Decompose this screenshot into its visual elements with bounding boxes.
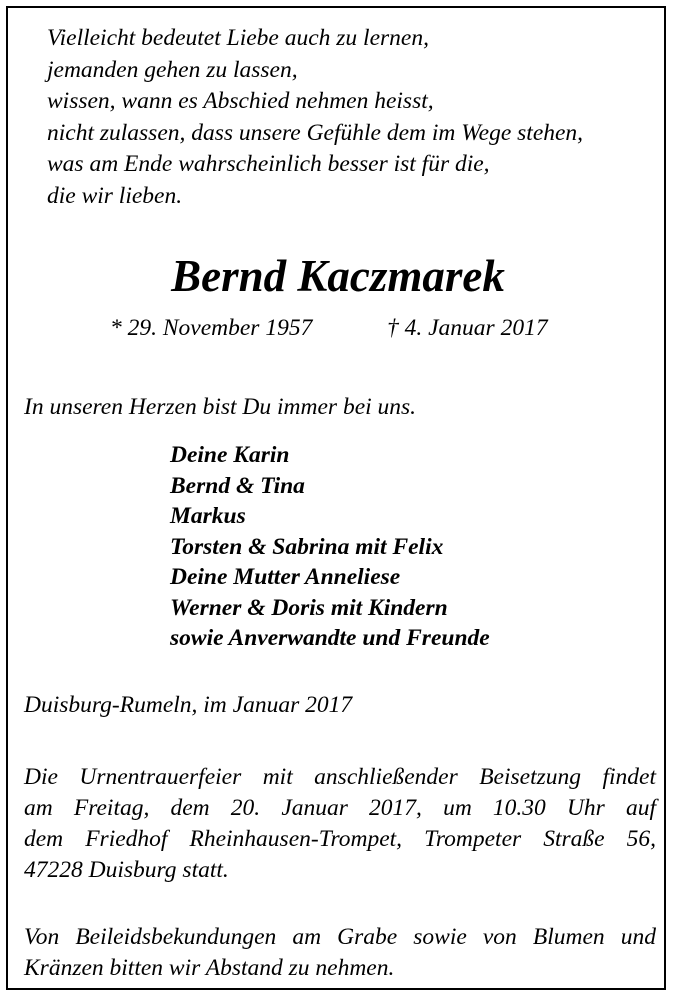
mourner: Werner & Doris mit Kindern (170, 594, 448, 621)
request-line: Von Beileidsbekundungen am Grabe sowie von Blumen und (24, 924, 656, 950)
birth-date: * 29. November 1957 (110, 315, 313, 341)
mourner: Deine Mutter Anneliese (170, 564, 401, 590)
request-line: Kränzen bitten wir Abstand zu nehmen. (24, 955, 395, 981)
ceremony-line: Die Urnentrauerfeier mit anschließender Beisetzung findet (24, 764, 656, 790)
poem-line: was am Ende wahrscheinlich besser ist für die, (47, 151, 490, 177)
poem-line: die wir lieben. (47, 182, 183, 209)
place-date: Duisburg-Rumeln, im Januar 2017 (24, 692, 353, 718)
poem-line: Vielleicht bedeutet Liebe auch zu lernen, (47, 25, 429, 51)
mourner: Bernd & Tina (170, 472, 305, 499)
poem-line: wissen, wann es Abschied nehmen heisst, (47, 88, 434, 114)
poem-line: nicht zulassen, dass unsere Gefühle dem im Wege stehen, (47, 119, 584, 146)
mourner: Torsten & Sabrina mit Felix (170, 533, 444, 560)
ceremony-line: am Freitag, dem 20. Januar 2017, um 10.30 Uhr auf (24, 795, 656, 821)
death-date: † 4. Januar 2017 (387, 315, 548, 341)
mourner: Deine Karin (170, 442, 290, 468)
tribute-line: In unseren Herzen bist Du immer bei uns. (24, 394, 417, 420)
ceremony-line: dem Friedhof Rheinhausen-Trompet, Trompeter Straße 56, (24, 826, 656, 852)
poem-line: jemanden gehen zu lassen, (47, 56, 298, 83)
ceremony-line: 47228 Duisburg statt. (24, 857, 229, 883)
mourners-list (170, 440, 490, 654)
mourner: sowie Anverwandte und Freunde (170, 625, 490, 651)
poem (47, 23, 583, 212)
mourner: Markus (170, 503, 246, 529)
deceased-name: Bernd Kaczmarek (171, 251, 505, 301)
ceremony-notice (24, 762, 656, 886)
condolence-request (24, 922, 656, 984)
